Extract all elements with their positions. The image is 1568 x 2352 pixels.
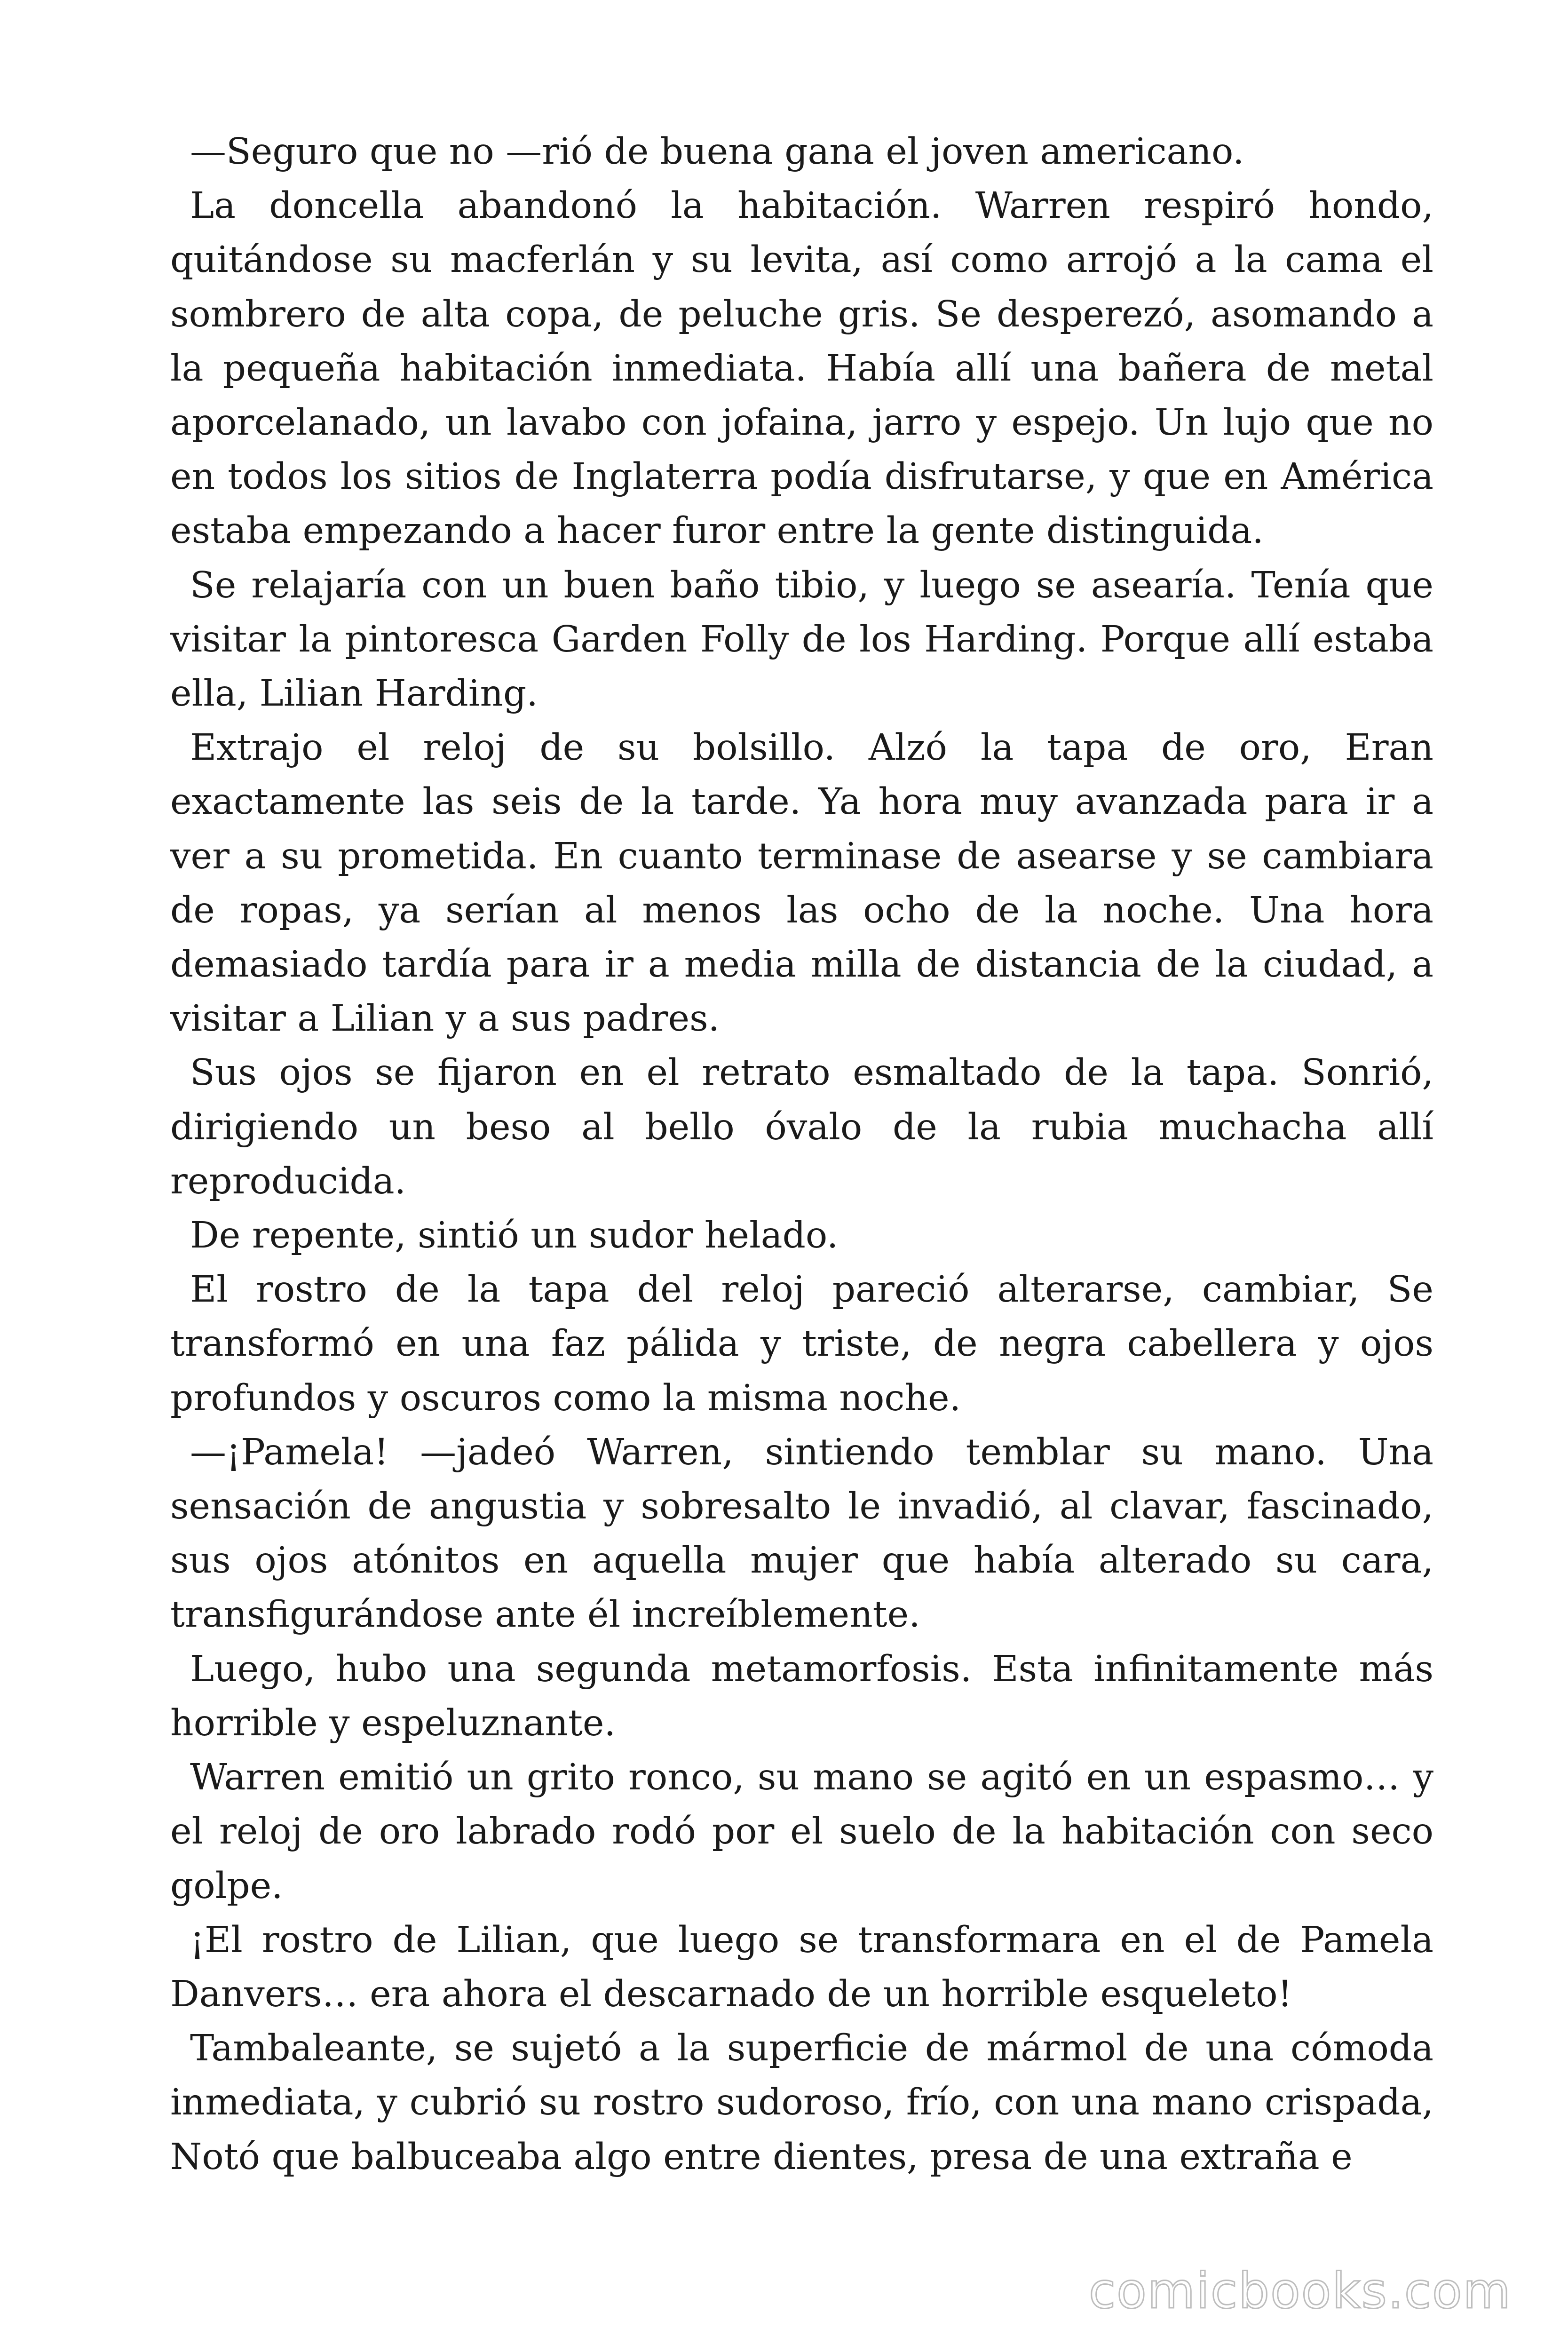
body-text [170, 125, 1433, 2184]
paragraph: La doncella abandonó la habitación. Warren respiró hondo, quitándose su macferlán y su levita, así como arrojó a la cama el sombrero de alta copa, de peluche gris. Se desperezó, asomando a la pequeña habitación inmediata. Había allí una bañera de metal aporcelanado, un lavabo con jofaina, jarro y espejo. Un lujo que no en todos los sitios de Inglaterra podía disfrutarse, y que en América estaba empezando a hacer furor entre la gente distinguida. [170, 185, 1433, 552]
paragraph: De repente, sintió un sudor helado. [190, 1215, 839, 1257]
paragraph: Luego, hubo una segunda metamorfosis. Esta infinitamente más horrible y espeluznante. [170, 1648, 1433, 1744]
paragraph: Warren emitió un grito ronco, su mano se agitó en un espasmo… y el reloj de oro labrado rodó por el suelo de la habitación con seco golpe. [170, 1756, 1433, 1907]
paragraph: Extrajo el reloj de su bolsillo. Alzó la tapa de oro, Eran exactamente las seis de la tarde. Ya hora muy avanzada para ir a ver a su prometida. En cuanto terminase de asearse y se cambiara de ropas, ya serían al menos las ocho de la noche. Una hora demasiado tardía para ir a media milla de distancia de la ciudad, a visitar a Lilian y a sus padres. [170, 727, 1433, 1040]
paragraph: Sus ojos se fijaron en el retrato esmaltado de la tapa. Sonrió, dirigiendo un beso al bello óvalo de la rubia muchacha allí reproducida. [170, 1052, 1433, 1202]
paragraph: El rostro de la tapa del reloj pareció alterarse, cambiar, Se transformó en una faz pálida y triste, de negra cabellera y ojos profundos y oscuros como la misma noche. [170, 1269, 1433, 1419]
watermark: comicbooks.com [1088, 2262, 1512, 2320]
paragraph: —¡Pamela! —jadeó Warren, sintiendo temblar su mano. Una sensación de angustia y sobresalto le invadió, al clavar, fascinado, sus ojos atónitos en aquella mujer que había alterado su cara, transfigurándose ante él increíblemente. [170, 1431, 1433, 1636]
paragraph: ¡El rostro de Lilian, que luego se transformara en el de Pamela Danvers… era ahora el descarnado de un horrible esqueleto! [170, 1919, 1433, 2015]
paragraph: Tambaleante, se sujetó a la superficie de mármol de una cómoda inmediata, y cubrió su rostro sudoroso, frío, con una mano crispada, Notó que balbuceaba algo entre dientes, presa de una extraña e [170, 2027, 1433, 2178]
paragraph: —Seguro que no —rió de buena gana el joven americano. [190, 131, 1244, 173]
paragraph: Se relajaría con un buen baño tibio, y luego se asearía. Tenía que visitar la pintoresca Garden Folly de los Harding. Porque allí estaba ella, Lilian Harding. [170, 564, 1433, 715]
